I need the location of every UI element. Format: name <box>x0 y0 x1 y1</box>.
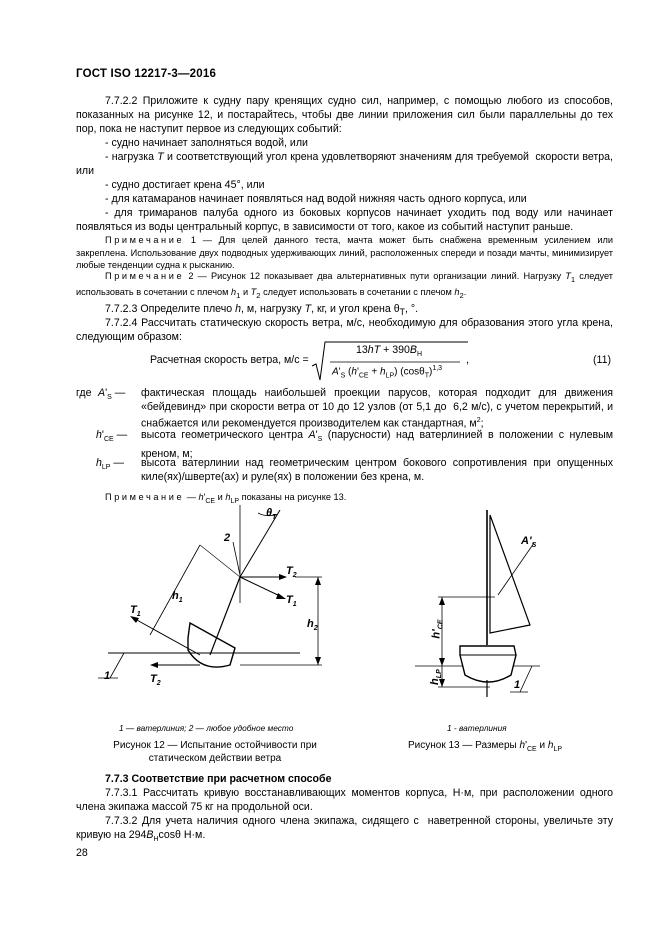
leader-1 <box>110 653 124 678</box>
definition-symbol: $A'_S$ — <box>98 387 126 402</box>
formula-comma: , <box>466 354 469 366</box>
paragraph-7-7-2-4: 7.7.2.4 Рассчитать статическую скорость ветра, м/с, необходимую для образования этого угла крена, следующим образом: <box>76 317 613 344</box>
arrow-head <box>150 662 158 668</box>
figure-13-legend: 1 - ватерлиния <box>447 723 507 733</box>
label-1: 1 <box>514 679 521 691</box>
label-theta: $\theta_T$ <box>266 507 277 522</box>
figure-12-diagram <box>90 505 350 710</box>
leader-1 <box>520 666 532 692</box>
note-label: Примечание <box>105 235 185 245</box>
label-2: 2 <box>224 532 231 544</box>
page-number: 28 <box>76 847 88 859</box>
label-hlp: $h_{LP}$ <box>428 669 443 685</box>
paragraph-7-7-3-1: 7.7.3.1 Рассчитать кривую восстанавливающих моментов корпуса, Н·м, при расположении одного члена экипажа массой 75 кг на продольной оси. <box>76 787 613 814</box>
section-7-7-3-title: 7.7.3 Соответствие при расчетном способе <box>105 773 332 785</box>
paragraph-7-7-2-2: 7.7.2.2 Приложите к судну пару кренящих судно сил, например, с помощью любого из способов, показанных на рисунке 12, и постарайтесь, чтобы две линии приложения сил были параллельны до тех пор, пока не наступит первое из следующих событий: <box>76 95 613 136</box>
paragraph-7-7-3-2: 7.7.3.2 Для учета наличия одного члена экипажа, сидящего с наветренной стороны, увеличьте эту кривую на $294B_H\cos\theta$ Н·м. <box>76 815 613 844</box>
event-item: - судно достигает крена 45°, или <box>105 179 265 191</box>
event-item: - для катамаранов начинает появляться над водой нижняя часть одного корпуса, или <box>105 193 527 205</box>
arrow-head <box>276 593 286 599</box>
figure-12-legend: 1 — ватерлиния; 2 — любое удобное место <box>119 723 294 733</box>
label-T1-left: $T_1$ <box>130 604 141 619</box>
label-h1: $h_1$ <box>172 590 183 605</box>
event-item: - судно начинает заполняться водой, или <box>105 137 308 149</box>
formula-denominator: $A'_S$ $(h'_{CE} + h_{LP})$ $(\cos\theta_T)^{1,3}$ <box>332 365 443 380</box>
label-T2-top: $T_2$ <box>286 565 297 580</box>
label-hce: $h'_{CE}$ <box>430 619 445 639</box>
definition-text: высота ватерлинии над геометрическим центром бокового сопротивления при опущенных киле(ях)/шверте(ах) и руле(ях) в положении без крена, м. <box>141 457 613 484</box>
label-T2-bottom: $T_2$ <box>150 673 161 688</box>
definition-symbol: $h'_{CE}$ — <box>96 429 128 444</box>
label-As: $A'_S$ <box>521 535 537 550</box>
sail-shape <box>490 515 530 633</box>
event-item: - нагрузка T и соответствующий угол крена удовлетворяют значениям для требуемой скорости ветра, или <box>76 151 613 178</box>
definition-symbol: $h_{LP}$ — <box>96 457 125 472</box>
leader-2 <box>233 542 240 575</box>
figure-12-caption: Рисунок 12 — Испытание остойчивости при статическом действии ветра <box>113 740 317 764</box>
note-1 <box>76 234 613 272</box>
event-item: - для тримаранов палуба одного из боковых корпусов начинает уходить под воду или начинает появляться из воды центральный корпус, в зависимости от того, какое из событий наступит раньше. <box>76 207 613 234</box>
hull-shape <box>460 646 516 682</box>
where-label: где <box>76 387 92 399</box>
paragraph-7-7-2-3: 7.7.2.3 Определите плечо h, м, нагрузку T, кг, и угол крена $\theta_T$, °. <box>105 303 419 318</box>
note-2: Примечание 2 — Рисунок 12 показывает два альтернативных пути организации линий. Нагрузку $T_1$ следует использовать в сочетании с плечом $h_1$ и $T_2$ следует использовать в сочетании с плечом $h_2$. <box>76 271 614 301</box>
label-1: 1 <box>104 670 111 682</box>
document-header: ГОСТ ISO 12217-3—2016 <box>76 68 217 80</box>
formula-number: (11) <box>593 354 612 366</box>
note-3: Примечание — $h'_{CE}$ и $h_{LP}$ показаны на рисунке 13. <box>105 492 347 505</box>
definition-text: фактическая площадь наибольшей проекции парусов, которая подходит для движения «бейдевинд» при скорости ветра от 10 до 12 узлов (от 5,1 до 6,2 м/с), с учетом перекрытий, и снабжается или рекомендуется производителем как стандартная, $м^2$; <box>141 387 613 430</box>
hull-shape <box>188 623 235 667</box>
formula-numerator: $13hT + 390B_H$ <box>356 344 423 359</box>
formula-lhs: Расчетная скорость ветра, м/с = <box>150 354 309 366</box>
label-T1-right: $T_1$ <box>286 594 297 609</box>
mast-line <box>210 577 240 655</box>
figure-13-caption: Рисунок 13 — Размеры $h'_{CE}$ и $h_{LP}$ <box>407 740 562 753</box>
note-text: 1 — Для целей данного теста, мачта может быть снабжена временным усилением или закреплена. Использование двух подводных удерживающих линий, расположенных спереди и позади мачты, минимизирует любые тенденции судна к рысканию. <box>76 235 613 271</box>
definition-text: высота геометрического центра $A'_S$ (парусности) над ватерлинией в положении с нулевым креном, м; <box>141 429 613 461</box>
label-h2: $h_2$ <box>307 618 318 633</box>
